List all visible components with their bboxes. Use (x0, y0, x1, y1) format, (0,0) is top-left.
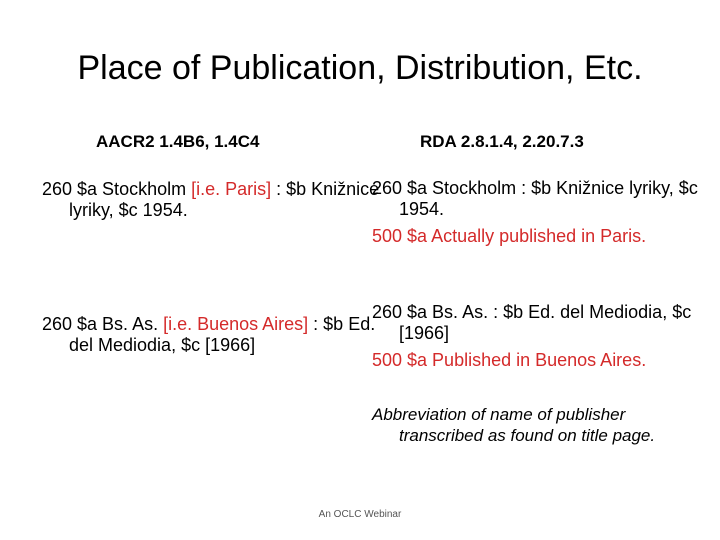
aacr2-example-stockholm-interpolation: [i.e. Paris] (191, 179, 272, 199)
aacr2-example-buenos-aires (42, 314, 387, 356)
aacr2-example-buenos-aires-text-1: 260 $a Bs. As. (42, 314, 164, 334)
rda-example-buenos-aires-500: 500 $a Published in Buenos Aires. (372, 350, 647, 370)
aacr2-column-header: AACR2 1.4B6, 1.4C4 (96, 132, 260, 151)
aacr2-example-stockholm-text-1: 260 $a Stockholm (42, 179, 192, 199)
slide-title: Place of Publication, Distribution, Etc. (77, 49, 643, 87)
rda-example-buenos-aires-260: 260 $a Bs. As. : $b Ed. del Mediodia, $c [1966] (372, 302, 692, 343)
aacr2-example-stockholm (42, 179, 387, 221)
aacr2-example-buenos-aires-interpolation: [i.e. Buenos Aires] (163, 314, 309, 334)
slide-footer: An OCLC Webinar (318, 509, 402, 520)
publisher-abbreviation-note: Abbreviation of name of publisher transcribed as found on title page. (372, 405, 656, 445)
rda-column-header: RDA 2.8.1.4, 2.20.7.3 (420, 132, 584, 151)
rda-example-stockholm-500: 500 $a Actually published in Paris. (372, 226, 647, 246)
aacr2-example-buenos-aires-text-2: : $b Ed. del Mediodia, $c [1966] (69, 314, 376, 355)
aacr2-example-stockholm-text-2: : $b Knižnice lyriky, $c 1954. (69, 179, 380, 220)
rda-example-stockholm-260: 260 $a Stockholm : $b Knižnice lyriky, $c 1954. (372, 178, 698, 219)
